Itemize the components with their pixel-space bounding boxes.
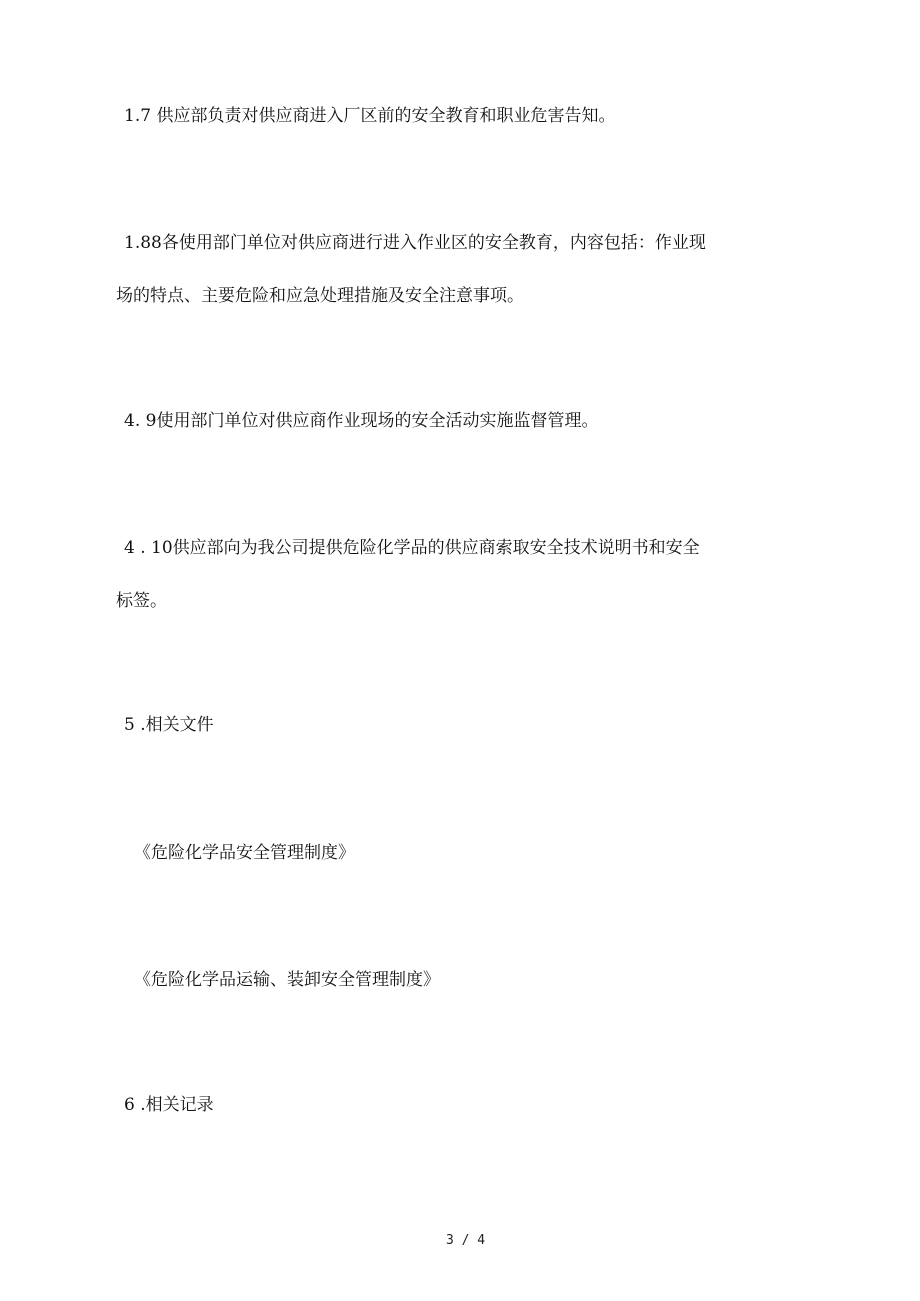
paragraph-line: 标签。 <box>116 591 167 611</box>
paragraph-4-10-continuation <box>116 573 167 629</box>
paragraph-line: 4 . 10供应部向为我公司提供危险化学品的供应商索取安全技术说明书和安全 <box>124 538 700 558</box>
paragraph-1-88 <box>124 215 706 271</box>
reference-title: 《危险化学品运输、装卸安全管理制度》 <box>134 970 440 990</box>
section-heading-related-records <box>124 1077 214 1133</box>
reference-title: 《危险化学品安全管理制度》 <box>134 843 355 863</box>
page-number: 3 / 4 <box>446 1233 486 1248</box>
reference-document-1 <box>134 825 355 881</box>
paragraph-line: 1.88各使用部门单位对供应商进行进入作业区的安全教育，内容包括：作业现 <box>124 233 706 253</box>
paragraph-4-9 <box>124 393 598 449</box>
section-heading: 6 .相关记录 <box>124 1095 214 1115</box>
paragraph-1-7 <box>124 88 615 144</box>
reference-document-2 <box>134 952 440 1008</box>
paragraph-line: 1.7 供应部负责对供应商进入厂区前的安全教育和职业危害告知。 <box>124 106 616 126</box>
section-heading: 5 .相关文件 <box>124 715 214 735</box>
paragraph-4-10 <box>124 520 700 576</box>
paragraph-line: 场的特点、主要危险和应急处理措施及安全注意事项。 <box>116 286 524 306</box>
paragraph-1-88-continuation <box>116 268 524 324</box>
section-heading-related-documents <box>124 697 214 753</box>
paragraph-line: 4. 9使用部门单位对供应商作业现场的安全活动实施监督管理。 <box>124 411 599 431</box>
